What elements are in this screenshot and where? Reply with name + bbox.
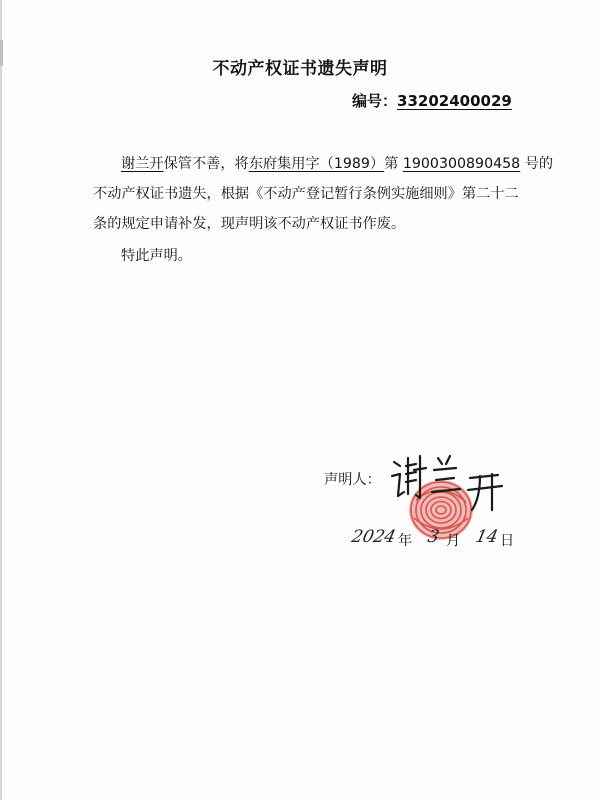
document-number [352,90,512,111]
date-month-handwritten: 3 [425,527,441,547]
number-value: 33202400029 [397,92,512,110]
declarant-label: 声明人： [324,472,381,488]
paragraph-line-1 [93,149,554,179]
certificate-number: 1900300890458 [402,156,521,172]
owner-name: 谢兰开 [121,156,164,172]
scan-edge [0,0,2,800]
handwritten-signature [380,448,510,518]
paragraph-text-1c: 号的 [520,156,554,172]
paragraph-text-1b: 第 [384,156,403,172]
signature-date [349,525,522,557]
date-month-char: 月 [446,533,461,549]
date-day-char: 日 [500,533,515,549]
declaration-paragraph [93,149,554,239]
paragraph-line-2: 不动产权证书遗失，根据《不动产登记暂行条例实施细则》第二十二 [93,186,519,202]
paragraph-line-3: 条的规定申请补发，现声明该不动产权证书作废。 [93,216,406,232]
closing-statement: 特此声明。 [121,248,192,264]
date-year-handwritten: 2024 [349,527,398,547]
document-title: 不动产权证书遗失声明 [212,59,388,79]
paragraph-text-1a: 保管不善，将 [163,156,249,172]
number-label: 编号： [352,92,398,110]
certificate-prefix: 东府集用字（1989） [248,156,385,172]
date-year-char: 年 [398,533,413,549]
date-day-handwritten: 14 [473,527,500,547]
